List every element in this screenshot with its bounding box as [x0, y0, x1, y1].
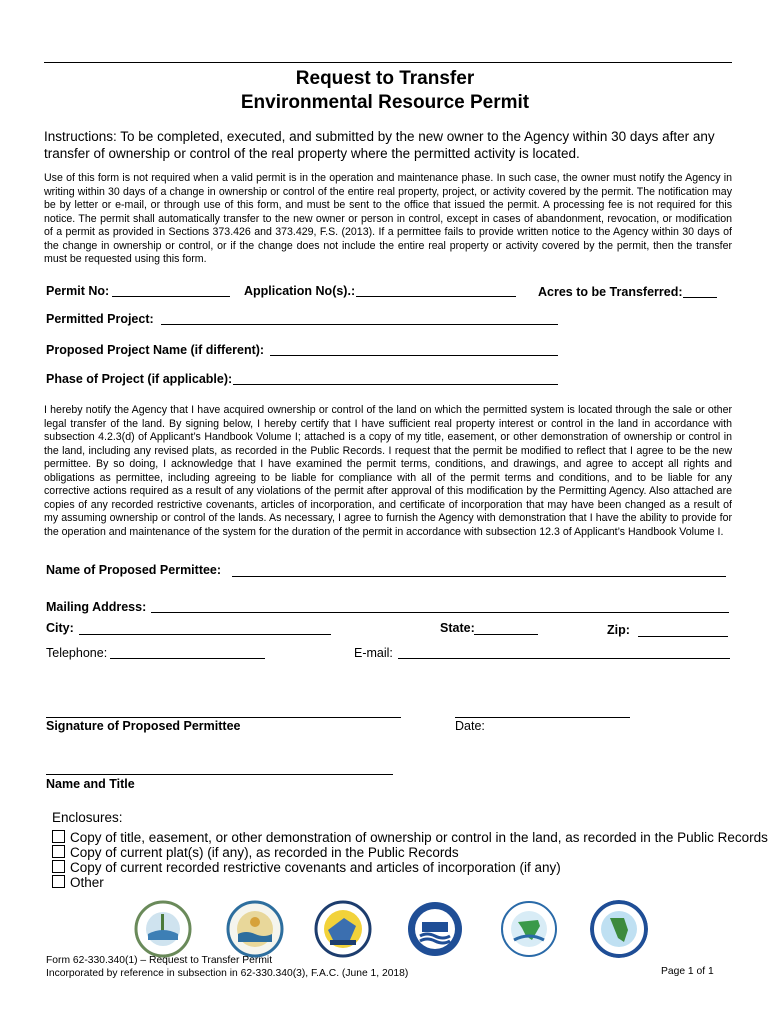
name-title-label: Name and Title	[46, 777, 135, 791]
checkbox[interactable]	[52, 860, 65, 873]
date-label: Date:	[455, 719, 485, 733]
swfwmd-seal-icon	[314, 900, 372, 958]
checkbox[interactable]	[52, 875, 65, 888]
mailing-address-label: Mailing Address:	[46, 600, 147, 614]
state-label: State:	[440, 621, 475, 635]
date-field[interactable]	[455, 717, 630, 718]
enclosure-item[interactable]: Copy of title, easement, or other demonstration of ownership or control in the land, as recorded in the Public Records	[52, 830, 768, 845]
proposed-name-field[interactable]	[270, 355, 558, 356]
telephone-label: Telephone:	[46, 646, 108, 660]
application-nos-label: Application No(s).:	[244, 284, 356, 298]
sfwmd-seal-icon	[590, 900, 648, 958]
permit-no-field[interactable]	[112, 296, 230, 297]
instructions-text: Instructions: To be completed, executed, and submitted by the new owner to the Agency within 30 days after any transfer of ownership or control of the real property where the permitted activity is located.	[44, 129, 715, 161]
acres-field[interactable]	[683, 297, 717, 298]
srwmd-seal-icon	[500, 900, 558, 958]
permittee-name-field[interactable]	[232, 576, 726, 577]
incorporation-note: Incorporated by reference in subsection in 62-330.340(3), F.A.C. (June 1, 2018)	[46, 968, 409, 979]
zip-label: Zip:	[607, 623, 630, 637]
signature-label: Signature of Proposed Permittee	[46, 719, 241, 733]
email-field[interactable]	[398, 658, 730, 659]
zip-field[interactable]	[638, 636, 728, 637]
permitted-project-label: Permitted Project:	[46, 312, 154, 326]
certification-paragraph: I hereby notify the Agency that I have acquired ownership or control of the land on which the permitted system is located through the sale or other legal transfer of the land. By signing below, I hereby certify that I have sufficient real property interest or control in the land in accordance with subsection 4.2.3(d) of Applicant’s Handbook Volume I; attached is a copy of my title, easement, or other demonstration of ownership or control in the land, including any revised plats, as recorded in the Public Records. I request that the permit be modified to reflect that I agree to be the new permittee. By so doing, I acknowledge that I have examined the permit terms, conditions, and drawings, and agree to accept all rights and obligations as permittee, including agreeing to be liable for compliance with all of the permit terms and conditions, and to be liable for any corrective actions required as a result of any violations of the permit after approval of this modification by the Permitting Agency. Also attached are copies of any recorded restrictive covenants, articles of incorporation, and certificate of incorporation that may have been changed as a result of my assuming ownership or control of the lands. As necessary, I agree to furnish the Agency with demonstration that I have the ability to provide for the operation and maintenance of the system for the duration of the permit in accordance with subsection 12.3 of Applicant’s Handbook Volume I.	[44, 404, 732, 538]
enclosure-item[interactable]: Copy of current recorded restrictive covenants and articles of incorporation (if any)	[52, 860, 561, 875]
city-label: City:	[46, 621, 74, 635]
page-number: Page 1 of 1	[661, 966, 714, 977]
telephone-field[interactable]	[110, 658, 265, 659]
permitted-project-field[interactable]	[161, 324, 558, 325]
enclosure-item[interactable]: Other	[52, 875, 104, 890]
name-title-field[interactable]	[46, 774, 393, 775]
permittee-name-label: Name of Proposed Permittee:	[46, 563, 222, 577]
application-nos-field[interactable]	[356, 296, 516, 297]
notice-paragraph: Use of this form is not required when a valid permit is in the operation and maintenance phase. In such case, the owner must notify the Agency in writing within 30 days of a change in ownership or control of the entire real property, project, or activity covered by the permit. The notification may be by letter or e-mail, or through use of this form, and must be sent to the office that issued the permit. A processing fee is not required for this notice. The permit shall automatically transfer to the new owner or person in control, except in cases of abandonment, revocation, or modification of a permit as provided in Sections 373.426 and 373.429, F.S. (2013). If a permittee fails to provide written notice to the Agency within 30 days of the change in ownership or control, or if the change does not include the entire real property or activity covered by the permit, then the transfer must be requested using this form.	[44, 172, 732, 265]
city-field[interactable]	[79, 634, 331, 635]
nwfwmd-seal-icon	[226, 900, 284, 958]
phase-label: Phase of Project (if applicable):	[46, 372, 233, 386]
acres-label: Acres to be Transferred:	[538, 285, 683, 299]
checkbox[interactable]	[52, 845, 65, 858]
email-label: E-mail:	[354, 646, 393, 660]
enclosure-item[interactable]: Copy of current plat(s) (if any), as recorded in the Public Records	[52, 845, 459, 860]
form-number: Form 62-330.340(1) – Request to Transfer Permit	[46, 955, 273, 966]
title-line-2: Environmental Resource Permit	[240, 92, 530, 113]
title-line-1: Request to Transfer	[295, 68, 475, 89]
proposed-name-label: Proposed Project Name (if different):	[46, 343, 265, 357]
top-rule	[44, 62, 732, 63]
phase-field[interactable]	[233, 384, 558, 385]
enclosures-heading: Enclosures:	[52, 810, 123, 825]
fdep-seal-icon	[134, 900, 192, 958]
sjrwmd-seal-icon	[406, 900, 464, 958]
permit-no-label: Permit No:	[46, 284, 110, 298]
signature-field[interactable]	[46, 717, 401, 718]
checkbox[interactable]	[52, 830, 65, 843]
state-field[interactable]	[474, 634, 538, 635]
mailing-address-field[interactable]	[151, 612, 729, 613]
